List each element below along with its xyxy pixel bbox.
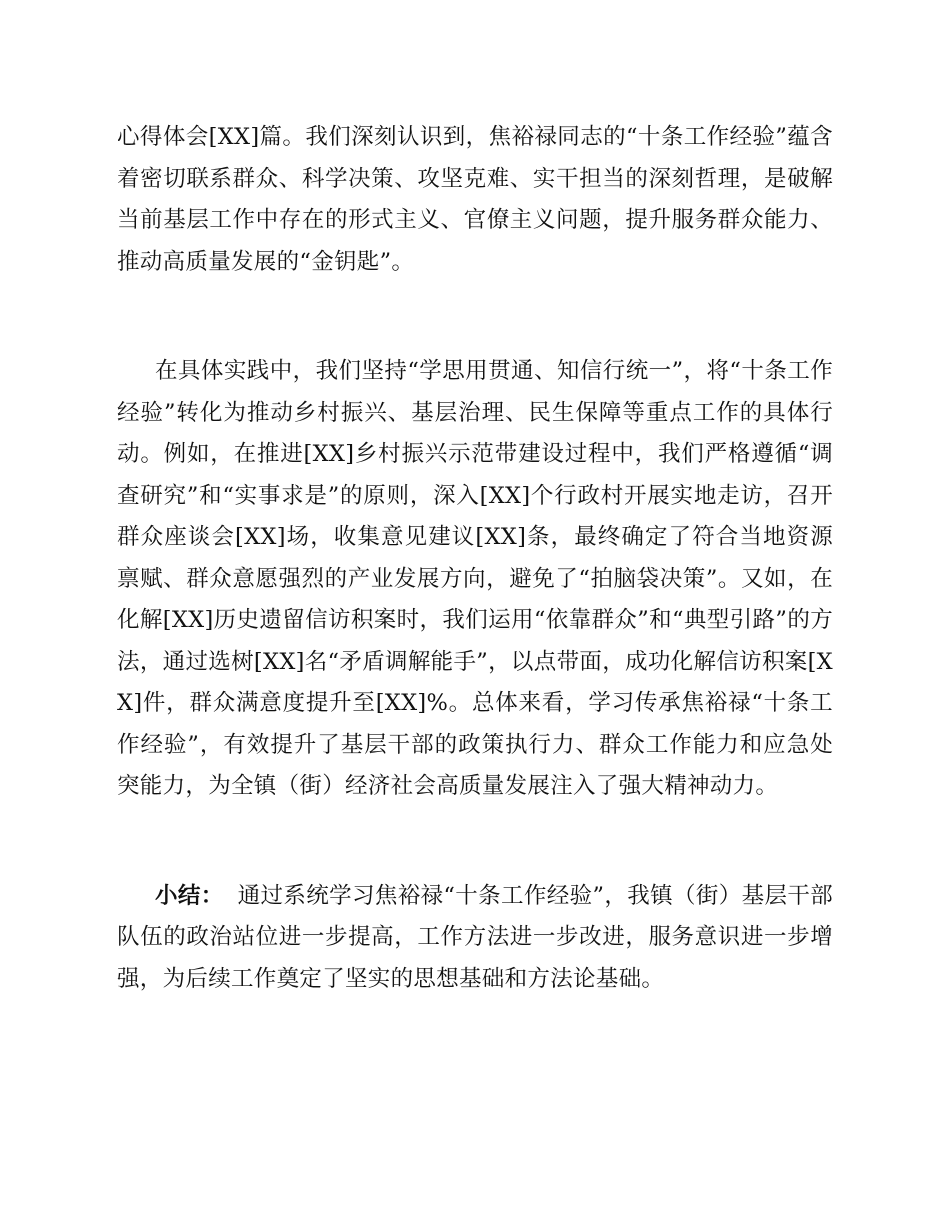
paragraph-conclusion xyxy=(117,876,833,1001)
summary-text: 通过系统学习焦裕禄“十条工作经验”，我镇（街）基层干部队伍的政治站位进一步提高，工作方法进一步改进，服务意识进一步增强，为后续工作奠定了坚实的思想基础和方法论基础。 xyxy=(117,882,833,992)
summary-label: 小结： xyxy=(155,882,224,909)
paragraph-practice: 在具体实践中，我们坚持“学思用贯通、知信行统一”，将“十条工作经验”转化为推动乡村振兴、基层治理、民生保障等重点工作的具体行动。例如，在推进[XX]乡村振兴示范带建设过程中，我们严格遵循“调查研究”和“实事求是”的原则，深入[XX]个行政村开展实地走访，召开群众座谈会[XX]场，收集意见建议[XX]条，最终确定了符合当地资源禀赋、群众意愿强烈的产业发展方向，避免了“拍脑袋决策”。又如，在化解[XX]历史遗留信访积案时，我们运用“依靠群众”和“典型引路”的方法，通过选树[XX]名“矛盾调解能手”，以点带面，成功化解信访积案[XX]件，群众满意度提升至[XX]%。总体来看，学习传承焦裕禄“十条工作经验”，有效提升了基层干部的政策执行力、群众工作能力和应急处突能力，为全镇（街）经济社会高质量发展注入了强大精神动力。 xyxy=(117,358,833,799)
document-page xyxy=(117,117,833,1000)
paragraph-experience-summary: 心得体会[XX]篇。我们深刻认识到，焦裕禄同志的“十条工作经验”蕴含着密切联系群众、科学决策、攻坚克难、实干担当的深刻哲理，是破解当前基层工作中存在的形式主义、官僚主义问题，提升服务群众能力、推动高质量发展的“金钥匙”。 xyxy=(117,124,833,275)
